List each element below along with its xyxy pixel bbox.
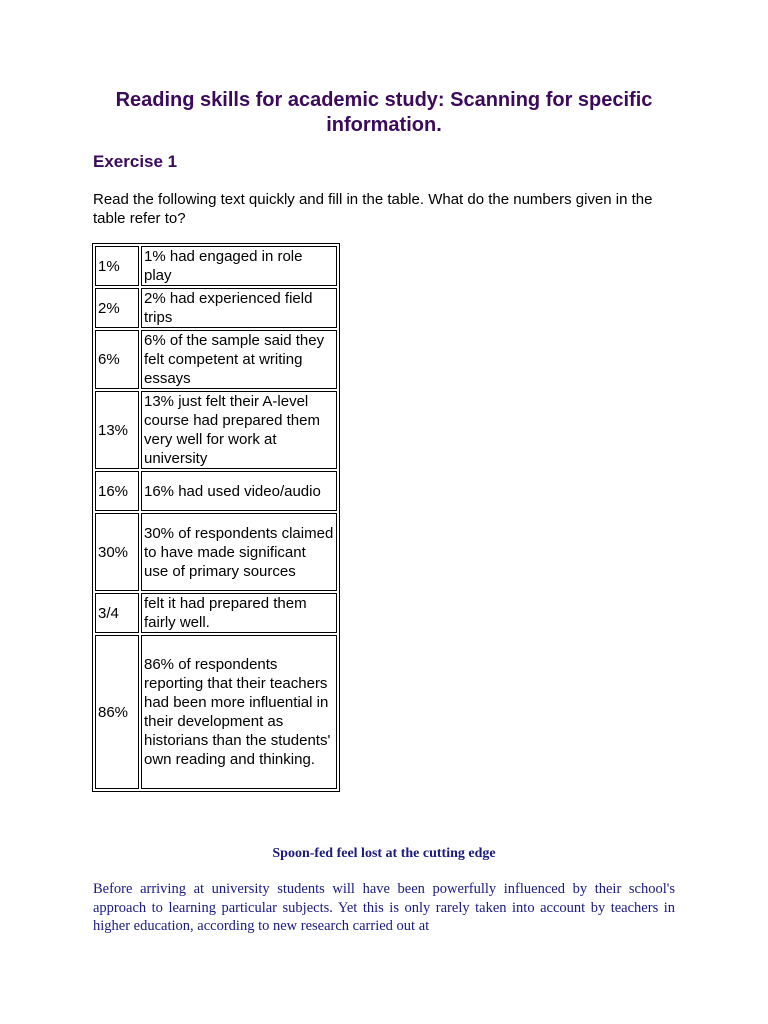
table-row [95,593,337,633]
description-cell: 2% had experienced field trips [141,288,337,328]
article-title: Spoon-fed feel lost at the cutting edge [272,846,496,861]
article-body: Before arriving at university students will have been powerfully influenced by their school's approach to learning particular subjects. Yet this is only rarely taken into account by teachers in higher education, according to new research carried out at [93,881,675,934]
table-row [95,391,337,469]
description-cell: 86% of respondents reporting that their teachers had been more influential in their development as historians than the students' own reading and thinking. [141,635,337,789]
number-cell: 30% [95,513,139,591]
table-row [95,246,337,286]
table-row [95,471,337,511]
exercise-heading: Exercise 1 [93,152,178,171]
description-cell: 13% just felt their A-level course had prepared them very well for work at university [141,391,337,469]
page-title: Reading skills for academic study: Scanning for specific information. [115,89,653,136]
description-cell: 6% of the sample said they felt competent at writing essays [141,330,337,389]
description-cell: 16% had used video/audio [141,471,337,511]
number-cell: 3/4 [95,593,139,633]
number-cell: 6% [95,330,139,389]
number-cell: 13% [95,391,139,469]
instructions-text: Read the following text quickly and fill in the table. What do the numbers given in the table refer to? [93,191,653,227]
number-cell: 2% [95,288,139,328]
number-cell: 86% [95,635,139,789]
table-row [95,330,337,389]
description-cell: felt it had prepared them fairly well. [141,593,337,633]
number-cell: 16% [95,471,139,511]
table-row [95,635,337,789]
table-row [95,513,337,591]
description-cell: 1% had engaged in role play [141,246,337,286]
table-row [95,288,337,328]
number-cell: 1% [95,246,139,286]
description-cell: 30% of respondents claimed to have made significant use of primary sources [141,513,337,591]
statistics-table [92,243,340,792]
